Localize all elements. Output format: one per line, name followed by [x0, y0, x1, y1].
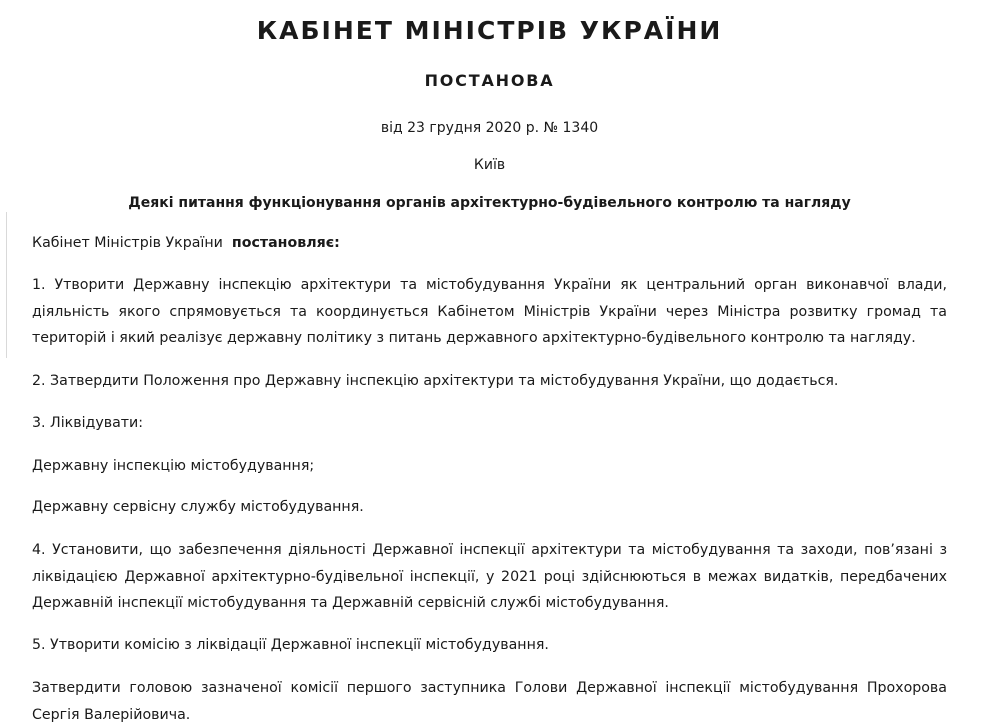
document-subject: Деякі питання функціонування органів архітектурно-будівельного контролю та нагляду — [128, 195, 851, 211]
paragraph-item-3: 3. Ліквідувати: — [32, 415, 144, 431]
paragraph-commission-head: Затвердити головою зазначеної комісії першого заступника Голови Державної інспекції містобудування Прохорова Сергія Валерійовича. — [32, 680, 947, 723]
issuer-title: КАБІНЕТ МІНІСТРІВ УКРАЇНИ — [256, 16, 723, 45]
decree-intro — [32, 230, 947, 257]
paragraph-item-5: 5. Утворити комісію з ліквідації Державної інспекції містобудування. — [32, 637, 549, 653]
paragraph-liquidate-a: Державну інспекцію містобудування; — [32, 458, 315, 474]
decree-intro-lead: Кабінет Міністрів України — [32, 235, 223, 251]
left-margin-rule — [6, 212, 7, 358]
document-type: ПОСТАНОВА — [424, 71, 555, 90]
document-city: Київ — [473, 157, 506, 173]
paragraph-item-1: 1. Утворити Державну інспекцію архітектури та містобудування України як центральний орган виконавчої влади, діяльність якого спрямовується та координується Кабінетом Міністрів України через Міністра розвитку громад та територій і який реалізує державну політику з питань державного архітектурно-будівельного контролю та нагляду. — [32, 277, 947, 346]
paragraph-liquidate-b: Державну сервісну службу містобудування. — [32, 499, 364, 515]
decree-intro-verb: постановляє: — [231, 235, 340, 251]
document-date-number: від 23 грудня 2020 р. № 1340 — [380, 120, 599, 136]
paragraph-item-4: 4. Установити, що забезпечення діяльності Державної інспекції архітектури та містобудування та заходи, пов’язані з ліквідацією Державної архітектурно-будівельної інспекції, у 2021 році здійснюються в межах видатків, передбачених Державній інспекції містобудування та Державній сервісній службі містобудування. — [32, 542, 947, 611]
paragraph-item-2: 2. Затвердити Положення про Державну інспекцію архітектури та містобудування України, що додається. — [32, 373, 839, 389]
